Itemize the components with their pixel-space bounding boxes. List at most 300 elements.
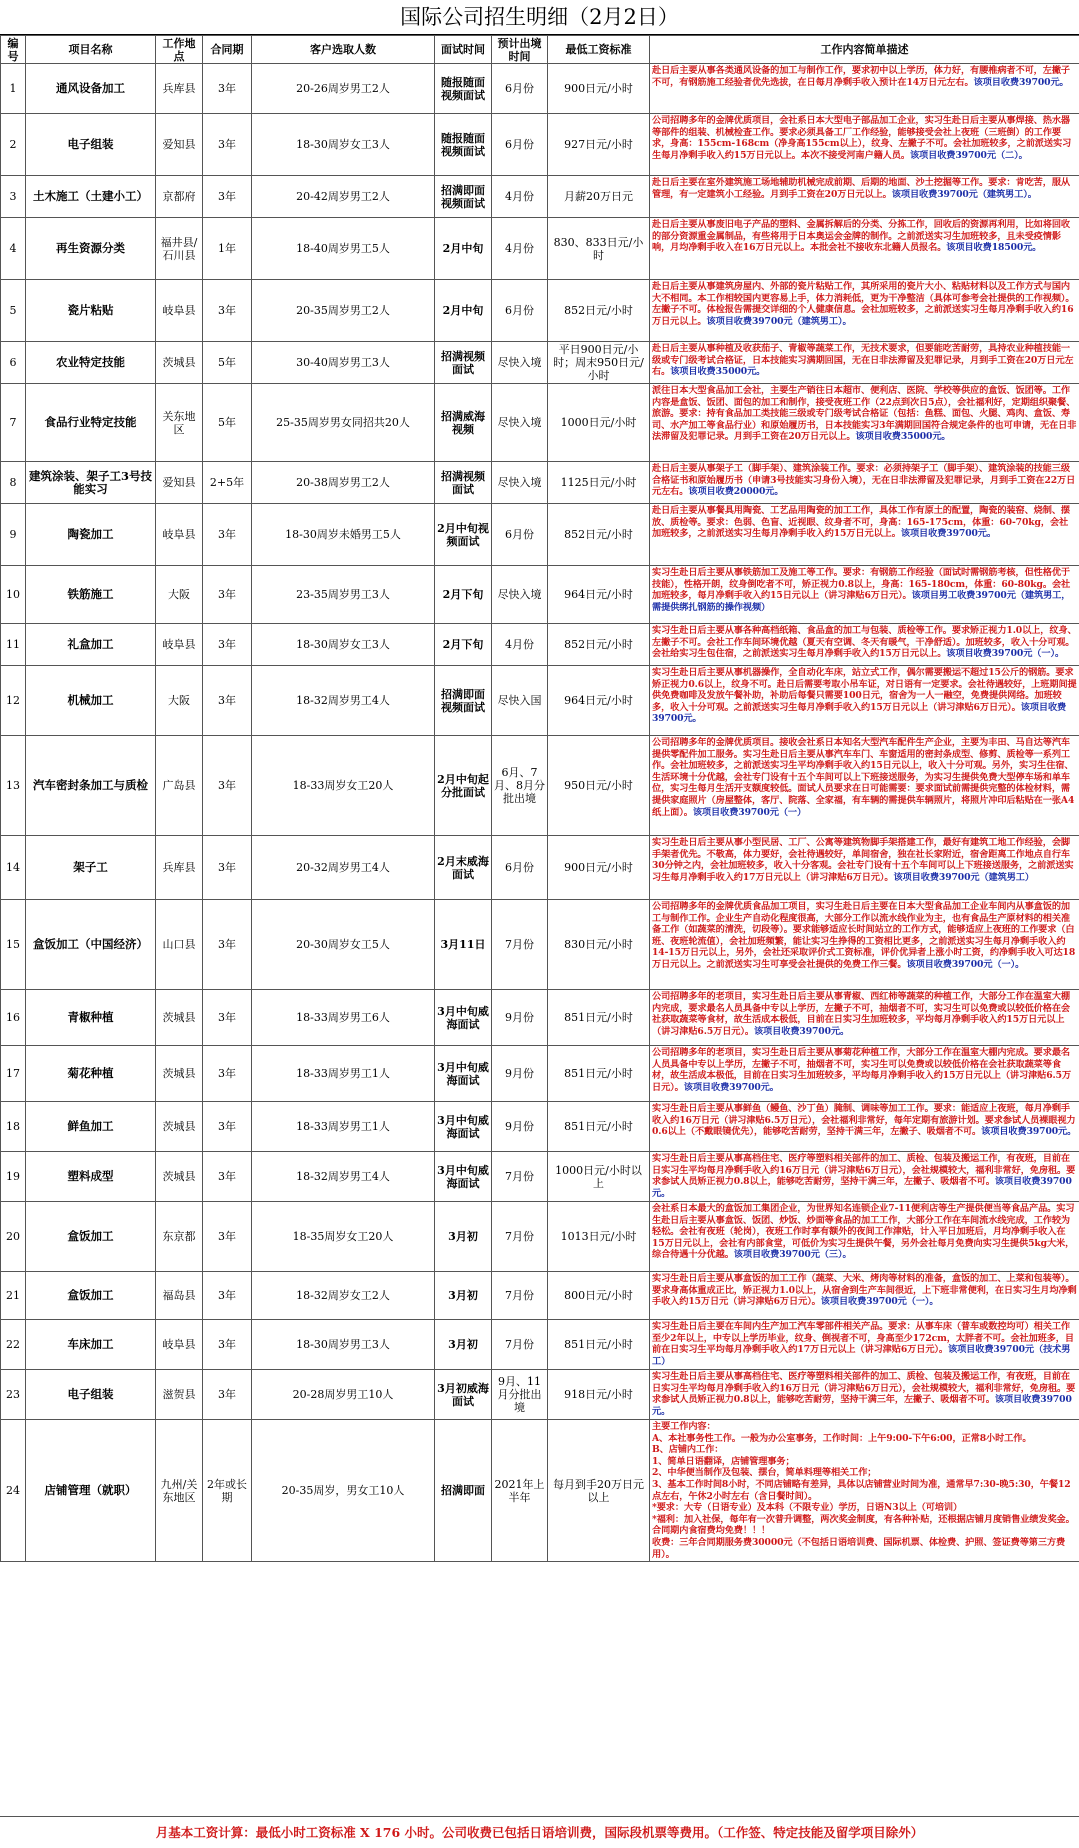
interview-time: 随报随面视频面试 [435, 114, 492, 176]
row-number: 1 [1, 64, 26, 114]
table-row [1, 342, 1079, 384]
project-name: 电子组装 [26, 114, 156, 176]
header-location: 工作地点 [156, 36, 203, 64]
contract-term: 5年 [203, 342, 252, 384]
interview-time: 3月初威海面试 [435, 1370, 492, 1420]
departure-time: 9月份 [492, 990, 548, 1046]
departure-time: 7月份 [492, 1202, 548, 1272]
work-location: 关东地区 [156, 384, 203, 462]
work-location: 滋贺县 [156, 1370, 203, 1420]
contract-term: 3年 [203, 176, 252, 218]
job-description [650, 1046, 1079, 1102]
selection-count: 20-38周岁男工2人 [252, 462, 435, 504]
work-location: 兵库县 [156, 836, 203, 900]
interview-time: 2月末威海面试 [435, 836, 492, 900]
departure-time: 6月、7月、8月分批出境 [492, 736, 548, 836]
header-interview: 面试时间 [435, 36, 492, 64]
job-description [650, 624, 1079, 666]
description-text: 实习生赴日后主要从事高档住宅、医疗等塑料相关部件的加工、质检、包装及搬运工作，有夜班，目前在日实习生平均每月净剩手收入约16万日元（讲习津贴6万日元），会社规模较大，福利非常好，免房租。要求参试人员矫正视力0.8以上，能够吃苦耐劳，坚持干满三年，左撇子、吸烟者不可。 [652, 1153, 1075, 1187]
work-location: 福岛县 [156, 1272, 203, 1320]
table-row [1, 218, 1079, 280]
interview-time: 2月中旬起分批面试 [435, 736, 492, 836]
interview-time: 2月下旬 [435, 566, 492, 624]
minimum-wage: 950日元/小时 [548, 736, 650, 836]
departure-time: 尽快入境 [492, 566, 548, 624]
project-name: 通风设备加工 [26, 64, 156, 114]
departure-time: 4月份 [492, 624, 548, 666]
departure-time: 尽快入境 [492, 342, 548, 384]
work-location: 福井县/石川县 [156, 218, 203, 280]
selection-count: 18-40周岁男工5人 [252, 218, 435, 280]
description-text: 赴日后主要在室外建筑施工场地辅助机械完成前期、后期的地面、沙土挖掘等工作。要求：肯吃苦，服从管理，有一定建筑小工经验。月到手工资在20万日元以上。 [652, 177, 1070, 200]
project-fee: 该项目收费39700元。 [981, 1126, 1076, 1137]
project-name: 建筑涂装、架子工3号技能实习 [26, 462, 156, 504]
minimum-wage: 每月到手20万日元以上 [548, 1420, 650, 1562]
row-number: 22 [1, 1320, 26, 1370]
departure-time: 7月份 [492, 1320, 548, 1370]
table-row [1, 736, 1079, 836]
contract-term: 3年 [203, 114, 252, 176]
row-number: 16 [1, 990, 26, 1046]
table-row [1, 114, 1079, 176]
description-text: 赴日后主要从事废旧电子产品的塑料、金属拆解后的分类、分拣工作，回收后的资源再利用，比如将回收的部分资源重金属制品，有些将用于日本奥运会金牌的制作。之前派送实习生加班较多，且未受疫情影响，月均净剩手收入在16万日元以上。本批会社不接收东北籍人员报名。 [652, 219, 1070, 253]
selection-count: 18-33周岁男工1人 [252, 1102, 435, 1152]
minimum-wage: 852日元/小时 [548, 624, 650, 666]
description-text: 公司招聘多年的金牌优质项目。接收会社系日本知名大型汽车配件生产企业，主要为丰田、马自达等汽车提供零配件加工服务。实习生赴日后主要从事汽车车门、车窗适用的密封条成型、修剪、质检等一系列工作。会社加班较多，之前派送实习生平均净剩手收入约15日元以上，收入十分可观。另外，实习生住宿、生活环境十分优越，会社专门设有十五个车间可以上下班接送服务，为实习生提供免费大型停车场和单车位，实习生每月生活开支额度较低。面试人员要求在日可能需要：要求面试前需提供完整的体检材料，需提供家庭照片（房屋整体，客厅、院落、全家福，有车辆的需提供车辆照片，将照片冲印后粘贴在一张A4纸上面）。 [652, 737, 1074, 818]
project-name: 铁筋施工 [26, 566, 156, 624]
row-number: 17 [1, 1046, 26, 1102]
project-name: 机械加工 [26, 666, 156, 736]
contract-term: 3年 [203, 624, 252, 666]
minimum-wage: 1013日元/小时 [548, 1202, 650, 1272]
project-fee: 该项目男工收费39700元（建筑男工，需提供绑扎钢筋的操作视频） [652, 590, 1070, 613]
row-number: 19 [1, 1152, 26, 1202]
interview-time: 招满视频面试 [435, 342, 492, 384]
footer-note: 月基本工资计算：最低小时工资标准 X 176 小时。公司收费已包括日语培训费，国际段机票等费用。（工作签、特定技能及留学项目除外） [0, 1816, 1079, 1848]
contract-term: 3年 [203, 566, 252, 624]
header-people: 客户选取人数 [252, 36, 435, 64]
table-row [1, 280, 1079, 342]
minimum-wage: 851日元/小时 [548, 990, 650, 1046]
selection-count: 18-30周岁未婚男工5人 [252, 504, 435, 566]
row-number: 6 [1, 342, 26, 384]
project-fee: 该项目收费20000元。 [688, 486, 783, 497]
project-name: 盒饭加工 [26, 1202, 156, 1272]
interview-time: 招满视频面试 [435, 462, 492, 504]
selection-count: 20-26周岁男工2人 [252, 64, 435, 114]
interview-time: 3月初 [435, 1202, 492, 1272]
project-fee: 该项目收费39700元（建筑男工）。 [892, 189, 1037, 200]
interview-time: 2月下旬 [435, 624, 492, 666]
project-fee: 该项目收费39700元（一）。 [946, 648, 1064, 659]
departure-time: 9月份 [492, 1046, 548, 1102]
interview-time: 3月中旬威海面试 [435, 1046, 492, 1102]
table-row [1, 1046, 1079, 1102]
minimum-wage: 851日元/小时 [548, 1046, 650, 1102]
selection-count: 18-30周岁男工3人 [252, 1320, 435, 1370]
project-fee: 该项目收费39700元（二）。 [910, 150, 1028, 161]
page-title: 国际公司招生明细（2月2日） [0, 0, 1079, 35]
project-name: 陶瓷加工 [26, 504, 156, 566]
minimum-wage: 900日元/小时 [548, 836, 650, 900]
project-name: 青椒种植 [26, 990, 156, 1046]
job-description [650, 1370, 1079, 1420]
description-text: 赴日后主要从事建筑房屋内、外部的瓷片粘贴工作，其所采用的瓷片大小、粘贴材料以及工作方式与国内大不相同。本工作相较国内更容易上手，体力消耗低，更为干净整洁（具体可参考会社提供的工作视频）。左撇子不可。体检报告需提交详细的个人健康信息。会社加班较多，之前派送实习生每月净剩手收入约16万日元以上。 [652, 281, 1075, 327]
departure-time: 4月份 [492, 176, 548, 218]
job-description [650, 114, 1079, 176]
contract-term: 3年 [203, 1102, 252, 1152]
work-location: 岐阜县 [156, 280, 203, 342]
departure-time: 2021年上半年 [492, 1420, 548, 1562]
project-name: 架子工 [26, 836, 156, 900]
project-fee: 该项目收费39700元。 [652, 1394, 1072, 1417]
work-location: 茨城县 [156, 990, 203, 1046]
project-fee: 该项目收费18500元。 [946, 242, 1041, 253]
project-name: 盒饭加工（中国经济） [26, 900, 156, 990]
description-text: 公司招聘多年的老项目，实习生赴日后主要从事青椒、西红柿等蔬菜的种植工作，大部分工作在温室大棚内完成，要求最名人员具备中专以上学历，左撇子不可，抽烟者不可，实习生可以免费或以较低价格在会社获取蔬菜等食材，故生活成本极低，目前在日实习生加班较多，平均每月净剩手收入约15万日元以上（讲习津贴6.5万日元）。 [652, 991, 1070, 1037]
job-description [650, 900, 1079, 990]
job-description [650, 990, 1079, 1046]
selection-count: 18-32周岁女工2人 [252, 1272, 435, 1320]
table-header-row [1, 36, 1079, 64]
selection-count: 18-30周岁女工3人 [252, 114, 435, 176]
work-location: 茨城县 [156, 1102, 203, 1152]
table-row [1, 64, 1079, 114]
minimum-wage: 800日元/小时 [548, 1272, 650, 1320]
job-description [650, 504, 1079, 566]
work-location: 京都府 [156, 176, 203, 218]
project-fee: 该项目收费39700元。 [754, 1026, 849, 1037]
description-text: 主要工作内容： A、本社事务性工作。一般为办公室事务，工作时间：上午9:00-下午6:00，正常8小时工作。 B、店铺内工作： 1、简单日语翻译，店铺管理事务； 2、中华便当制作及包装、摆台，简单料理等相关工作； 3、基本工作时间8小时，不同店铺略有差异，具体以店铺营业时间为准，通常早7:30-晚5:30，午餐12点左右，午休2小时左右（含日餐时间）。 *要求：大专（日语专业）及本科（不限专业）学历，日语N3以上（可培训） *福利：加入社保，每年有一次普升调整，两次奖金制度，有各种补贴，还根据店铺月度销售业绩发奖金。合同期内食宿费均免费！！！ 收费：三年合同期服务费30000元（不包括日语培训费、国际机票、体检费、护照、签证费等第三方费用）。 [652, 1421, 1075, 1560]
row-number: 18 [1, 1102, 26, 1152]
row-number: 8 [1, 462, 26, 504]
contract-term: 3年 [203, 836, 252, 900]
project-name: 礼盒加工 [26, 624, 156, 666]
contract-term: 1年 [203, 218, 252, 280]
row-number: 9 [1, 504, 26, 566]
selection-count: 18-32周岁男工4人 [252, 1152, 435, 1202]
work-location: 大阪 [156, 566, 203, 624]
interview-time: 2月中旬 [435, 280, 492, 342]
description-text: 公司招聘多年的金牌优质项目，会社系日本大型电子部品加工企业，实习生赴日后主要从事焊接、热水器等部件的组装、机械检查工作。要求必须具备工厂工作经验，能够接受会社上夜班（三班倒）的工作要求，身高：155cm-168cm（净身高155cm以上），纹身、左撇子不可。会社加班较多，之前派送实习生每月净剩手收入约15万日元以上。本次不接受河南户籍人员。 [652, 115, 1071, 161]
row-number: 3 [1, 176, 26, 218]
header-desc: 工作内容简单描述 [650, 36, 1079, 64]
departure-time: 尽快入境 [492, 462, 548, 504]
contract-term: 3年 [203, 736, 252, 836]
minimum-wage: 927日元/小时 [548, 114, 650, 176]
departure-time: 9月份 [492, 1102, 548, 1152]
departure-time: 7月份 [492, 1272, 548, 1320]
departure-time: 6月份 [492, 114, 548, 176]
work-location: 爱知县 [156, 114, 203, 176]
interview-time: 3月初 [435, 1272, 492, 1320]
selection-count: 20-35周岁，男女工10人 [252, 1420, 435, 1562]
header-wage: 最低工资标准 [548, 36, 650, 64]
description-text: 会社系日本最大的盒饭加工集团企业，为世界知名连锁企业7-11便利店等生产提供便当等食品产品。实习生赴日后主要从事盒饭、饭团、炒饭、炒面等食品的加工工作，大部分工作在车间流水线完成，工作较为轻松。会社有夜班（轮岗），夜班工作时享有额外的夜间工作津贴，计入平日加班后，月均净剩手收入在15万日元以上，会社有内部食堂，可低价为实习生提供午餐，另外会社每月免费向实习生提供5kg大米，综合待遇十分优越。 [652, 1203, 1074, 1260]
project-name: 汽车密封条加工与质检 [26, 736, 156, 836]
table-row [1, 666, 1079, 736]
departure-time: 尽快入国 [492, 666, 548, 736]
contract-term: 2+5年 [203, 462, 252, 504]
job-description [650, 666, 1079, 736]
row-number: 24 [1, 1420, 26, 1562]
table-row [1, 384, 1079, 462]
contract-term: 3年 [203, 504, 252, 566]
job-description [650, 462, 1079, 504]
project-fee: 该项目收费39700元（一） [693, 807, 806, 818]
project-name: 塑料成型 [26, 1152, 156, 1202]
description-text: 赴日后主要从事餐具用陶瓷、工艺品用陶瓷的加工工作，具体工作有原土的配置，陶瓷的装窑、烧制、摆放、质检等。要求：色弱、色盲、近视眼、纹身者不可，身高：165-175cm，体重：60-70kg，会社加班较多，之前派送实习生每月净剩手收入约15万日元以上。 [652, 505, 1070, 539]
selection-count: 20-42周岁男工2人 [252, 176, 435, 218]
description-text: 赴日后主要从事架子工（脚手架）、建筑涂装工作。要求：必须持架子工（脚手架）、建筑涂装的技能三级合格证书和原始履历书（申请3号技能实习身份入境），无在日非法滞留及犯罪记录，月到手工资在22万日元左右。 [652, 463, 1075, 497]
project-fee: 该项目收费39700元。 [684, 1082, 779, 1093]
minimum-wage: 852日元/小时 [548, 280, 650, 342]
contract-term: 3年 [203, 1272, 252, 1320]
row-number: 12 [1, 666, 26, 736]
row-number: 23 [1, 1370, 26, 1420]
project-fee: 该项目收费39700元。 [901, 528, 996, 539]
minimum-wage: 1000日元/小时以上 [548, 1152, 650, 1202]
minimum-wage: 851日元/小时 [548, 1102, 650, 1152]
minimum-wage: 830日元/小时 [548, 900, 650, 990]
contract-term: 2年或长期 [203, 1420, 252, 1562]
project-name: 农业特定技能 [26, 342, 156, 384]
departure-time: 7月份 [492, 900, 548, 990]
departure-time: 9月、11月分批出境 [492, 1370, 548, 1420]
work-location: 爱知县 [156, 462, 203, 504]
work-location: 岐阜县 [156, 1320, 203, 1370]
row-number: 10 [1, 566, 26, 624]
row-number: 20 [1, 1202, 26, 1272]
description-text: 赴日后主要从事各类通风设备的加工与制作工作，要求初中以上学历，体力好，有腰椎病者不可，左撇子不可，有钢筋施工经验者优先选拔，在日每月净剩手收入预计在14万日元左右。 [652, 65, 1070, 88]
table-row [1, 566, 1079, 624]
interview-time: 招满即面视频面试 [435, 176, 492, 218]
project-fee: 该项目收费39700元。 [974, 77, 1069, 88]
row-number: 14 [1, 836, 26, 900]
work-location: 茨城县 [156, 342, 203, 384]
minimum-wage: 平日900日元/小时；周末950日元/小时 [548, 342, 650, 384]
work-location: 岐阜县 [156, 624, 203, 666]
job-description [650, 736, 1079, 836]
contract-term: 3年 [203, 990, 252, 1046]
project-name: 鲜鱼加工 [26, 1102, 156, 1152]
selection-count: 18-33周岁男工1人 [252, 1046, 435, 1102]
job-description [650, 342, 1079, 384]
departure-time: 6月份 [492, 836, 548, 900]
table-row [1, 836, 1079, 900]
work-location: 兵库县 [156, 64, 203, 114]
row-number: 13 [1, 736, 26, 836]
contract-term: 3年 [203, 64, 252, 114]
table-row [1, 176, 1079, 218]
description-text: 实习生赴日后主要从事鲜鱼（鳗鱼、沙丁鱼）腌制、调味等加工工作。要求：能适应上夜班，每月净剩手收入约16万日元（讲习津贴6.5万日元），会社福利非常好，每年定期有旅游计划。要求参试人员裸眼视力0.6以上（不戴眼镜优先），能够吃苦耐劳，坚持干满三年，左撇子、吸烟者不可。 [652, 1103, 1076, 1137]
work-location: 广岛县 [156, 736, 203, 836]
project-fee: 该项目收费39700元（三）。 [734, 1249, 852, 1260]
work-location: 茨城县 [156, 1152, 203, 1202]
project-name: 菊花种植 [26, 1046, 156, 1102]
selection-count: 18-32周岁男工4人 [252, 666, 435, 736]
selection-count: 20-28周岁男工10人 [252, 1370, 435, 1420]
contract-term: 5年 [203, 384, 252, 462]
selection-count: 25-35周岁男女同招共20人 [252, 384, 435, 462]
table-row [1, 1272, 1079, 1320]
header-term: 合同期 [203, 36, 252, 64]
minimum-wage: 1000日元/小时 [548, 384, 650, 462]
row-number: 15 [1, 900, 26, 990]
table-row [1, 1420, 1079, 1562]
departure-time: 6月份 [492, 504, 548, 566]
description-text: 派往日本大型食品加工会社，主要生产销往日本超市、便利店、医院、学校等供应的盒饭、饭团等。工作内容是盒饭、饭团、面包的加工和制作，接受夜班工作（22点到次日5点），会社福利好，定期组织聚餐、旅游。要求：持有食品加工类技能三级或专门级考试合格证（包括：鱼糕、面包、火腿、鸡肉、盒饭、寿司、水产加工等食品行业）和原始履历书，日本技能实习3年满期回国符合规定条件的也可申请，无在日非法滞留及犯罪记录。月到手工资在20万日元以上。 [652, 385, 1076, 442]
header-name: 项目名称 [26, 36, 156, 64]
departure-time: 6月份 [492, 64, 548, 114]
minimum-wage: 964日元/小时 [548, 566, 650, 624]
contract-term: 3年 [203, 900, 252, 990]
project-fee: 该项目收费39700元（建筑男工） [893, 872, 1034, 883]
selection-count: 18-30周岁女工3人 [252, 624, 435, 666]
work-location: 茨城县 [156, 1046, 203, 1102]
table-row [1, 900, 1079, 990]
departure-time: 4月份 [492, 218, 548, 280]
interview-time: 3月11日 [435, 900, 492, 990]
contract-term: 3年 [203, 280, 252, 342]
selection-count: 18-35周岁女工20人 [252, 1202, 435, 1272]
interview-time: 3月中旬威海面试 [435, 990, 492, 1046]
job-description [650, 280, 1079, 342]
header-departure: 预计出境时间 [492, 36, 548, 64]
recruitment-table [0, 35, 1079, 1562]
job-description [650, 176, 1079, 218]
description-text: 实习生赴日后主要从事小型民居、工厂、公寓等建筑物脚手架搭建工作，最好有建筑工地工作经验，会脚手架者优先。不敬高，体力要好，会社待遇较好，单间宿舍，独在社长家附近，宿舍距离工作地点自行车30分钟之内，会社加班较多，收入十分客观。会社专门设有十五个车间可以上下班接送服务，之前派送实习生每月净剩手收入约17万日元以上（讲习津贴6万日元）。 [652, 837, 1074, 883]
selection-count: 30-40周岁男工3人 [252, 342, 435, 384]
job-description [650, 1152, 1079, 1202]
interview-time: 招满威海视频 [435, 384, 492, 462]
job-description [650, 218, 1079, 280]
row-number: 2 [1, 114, 26, 176]
description-text: 公司招聘多年的金牌优质食品加工项目，实习生赴日后主要在日本大型食品加工企业车间内从事盒饭的加工与制作工作。企业生产自动化程度很高，大部分工作以流水线作业为主，也有食品生产原材料的相关准备工作（如蔬菜的清洗，切段等）。要求能够适应长时间站立的工作方式，能够适应上夜班的工作要求（白班、夜班轮流值），会社加班频繁，能让实习生挣得的工资相比更多，之前派送实习生每月净剩手收入约14-15万日元以上，另外，会社还采取评价式工资标准，评价优异者上涨小时工资，约净剩手收入可达18万日元以上。之前派送实习生可享受会社提供的免费工作三餐。 [652, 901, 1075, 970]
project-name: 店铺管理（就职） [26, 1420, 156, 1562]
minimum-wage: 月薪20万日元 [548, 176, 650, 218]
contract-term: 3年 [203, 666, 252, 736]
contract-term: 3年 [203, 1320, 252, 1370]
minimum-wage: 852日元/小时 [548, 504, 650, 566]
table-row [1, 624, 1079, 666]
job-description [650, 64, 1079, 114]
interview-time: 2月中旬 [435, 218, 492, 280]
row-number: 4 [1, 218, 26, 280]
minimum-wage: 851日元/小时 [548, 1320, 650, 1370]
table-row [1, 1370, 1079, 1420]
project-name: 盒饭加工 [26, 1272, 156, 1320]
work-location: 山口县 [156, 900, 203, 990]
row-number: 11 [1, 624, 26, 666]
header-no: 编号 [1, 36, 26, 64]
description-text: 实习生赴日后主要从事各种高档纸箱、食品盒的加工与包装、质检等工作。要求矫正视力1.0以上，纹身、左撇子不可。会社工作车间环境优越（夏天有空调、冬天有暖气，干净舒适）。加班较多，收入十分可观。会社给实习生包住宿，之前派送实习生每月净剩手收入约15万日元以上。 [652, 625, 1077, 659]
project-fee: 该项目收费39700元。 [652, 702, 1066, 725]
description-text: 实习生赴日后主要在车间内生产加工汽车零部件相关产品。要求：从事车床（普车或数控均可）相关工作至少2年以上，中专以上学历毕业，纹身、倒视者不可，身高至少172cm，太胖者不可。会社加班多，目前在日实习生平均每月净剩手收入约17万日元以上（讲习津贴6万日元）。 [652, 1321, 1074, 1355]
selection-count: 18-33周岁男工6人 [252, 990, 435, 1046]
interview-time: 2月中旬视频面试 [435, 504, 492, 566]
row-number: 21 [1, 1272, 26, 1320]
description-text: 赴日后主要从事种植及收获茄子、青椒等蔬菜工作，无技术要求，但要能吃苦耐劳，具持农业种植技能一级或专门级考试合格证，日本技能实习满期回国，无在日非法滞留及犯罪记录，月到手工资在20万日元左右。 [652, 343, 1074, 377]
contract-term: 3年 [203, 1202, 252, 1272]
project-name: 瓷片粘贴 [26, 280, 156, 342]
work-location: 东京都 [156, 1202, 203, 1272]
minimum-wage: 918日元/小时 [548, 1370, 650, 1420]
job-description [650, 1272, 1079, 1320]
description-text: 公司招聘多年的老项目，实习生赴日后主要从事菊花种植工作，大部分工作在温室大棚内完成。要求最名人员具备中专以上学历，左撇子不可，抽烟者不可，实习生可以免费或以较低价格在会社获取蔬菜等食材，故生活成本极低，目前在日实习生加班较多，平均每月净剩手收入约15万日元以上（讲习津贴6.5万日元）。 [652, 1047, 1071, 1093]
table-row [1, 1202, 1079, 1272]
selection-count: 20-35周岁男工2人 [252, 280, 435, 342]
description-text: 实习生赴日后主要从事铁筋加工及施工等工作。要求：有钢筋工作经验（面试时需钢筋考核，但性格优于技能），性格开朗，纹身倒吃者不可，矫正视力0.8以上，身高：165-180cm，体重：60-80kg。会社加班较多，每月净剩手收入约15日元以上（讲习津贴6万日元）。 [652, 567, 1070, 601]
project-fee: 该项目收费39700元。 [652, 1176, 1072, 1199]
job-description [650, 1320, 1079, 1370]
project-name: 电子组装 [26, 1370, 156, 1420]
table-row [1, 1320, 1079, 1370]
job-description [650, 384, 1079, 462]
selection-count: 23-35周岁男工3人 [252, 566, 435, 624]
departure-time: 6月份 [492, 280, 548, 342]
table-row [1, 990, 1079, 1046]
minimum-wage: 830、833日元/小时 [548, 218, 650, 280]
minimum-wage: 964日元/小时 [548, 666, 650, 736]
project-name: 再生资源分类 [26, 218, 156, 280]
job-description [650, 1102, 1079, 1152]
interview-time: 招满即面视频面试 [435, 666, 492, 736]
project-name: 食品行业特定技能 [26, 384, 156, 462]
work-location: 大阪 [156, 666, 203, 736]
interview-time: 招满即面 [435, 1420, 492, 1562]
contract-term: 3年 [203, 1370, 252, 1420]
project-fee: 该项目收费39700元（技术男工） [652, 1344, 1070, 1367]
departure-time: 尽快入境 [492, 384, 548, 462]
description-text: 实习生赴日后主要从事盒饭的加工工作（蔬菜、大米、烤肉等材料的准备，盒饭的加工、上菜和包装等）。要求身高体重成正比，矫正视力1.0以上，从宿舍到生产车间很近，上下班非常便利，在日实习生月均净剩手收入约15万日元（讲习津贴6万日元）。 [652, 1273, 1077, 1307]
interview-time: 随报随面视频面试 [435, 64, 492, 114]
interview-time: 3月中旬威海面试 [435, 1102, 492, 1152]
contract-term: 3年 [203, 1046, 252, 1102]
selection-count: 20-30周岁女工5人 [252, 900, 435, 990]
project-fee: 该项目收费39700元（一）。 [821, 1296, 939, 1307]
table-row [1, 1102, 1079, 1152]
job-description [650, 566, 1079, 624]
selection-count: 20-32周岁男工4人 [252, 836, 435, 900]
table-row [1, 462, 1079, 504]
description-text: 实习生赴日后主要从事高档住宅、医疗等塑料相关部件的加工、质检、包装及搬运工作，有夜班，目前在日实习生平均每月净剩手收入约16万日元（讲习津贴6万日元），会社规模较大，福利非常好，免房租。要求参试人员矫正视力0.8以上，能够吃苦耐劳，坚持干满三年，左撇子、吸烟者不可。 [652, 1371, 1075, 1405]
table-row [1, 1152, 1079, 1202]
interview-time: 3月中旬威海面试 [435, 1152, 492, 1202]
minimum-wage: 900日元/小时 [548, 64, 650, 114]
job-description [650, 1420, 1079, 1562]
minimum-wage: 1125日元/小时 [548, 462, 650, 504]
work-location: 岐阜县 [156, 504, 203, 566]
departure-time: 7月份 [492, 1152, 548, 1202]
job-description [650, 1202, 1079, 1272]
description-text: 实习生赴日后主要从事机器操作，全自动化车床，站立式工作，偶尔需要搬运不超过15公斤的钢筋。要求矫正视力0.6以上，纹身不可。赴日后需要考取小吊车证，对日语有一定要求。会社待遇较好，上班期间提供免费咖啡及发放午餐补助，补助后每餐只需要100日元，宿舍为一人一融空，免费提供网络。加班较多，收入十分可观。之前派送实习生每月净剩手收入约15万日元以上（讲习津贴6万日元）。 [652, 667, 1077, 713]
work-location: 九州/关东地区 [156, 1420, 203, 1562]
row-number: 7 [1, 384, 26, 462]
row-number: 5 [1, 280, 26, 342]
job-description [650, 836, 1079, 900]
table-row [1, 504, 1079, 566]
project-fee: 该项目收费35000元。 [670, 366, 765, 377]
project-name: 土木施工（土建小工） [26, 176, 156, 218]
contract-term: 3年 [203, 1152, 252, 1202]
interview-time: 3月初 [435, 1320, 492, 1370]
project-fee: 该项目收费39700元（一）。 [906, 959, 1024, 970]
selection-count: 18-33周岁女工20人 [252, 736, 435, 836]
project-fee: 该项目收费39700元（建筑男工）。 [707, 316, 852, 327]
project-fee: 该项目收费35000元。 [855, 431, 950, 442]
project-name: 车床加工 [26, 1320, 156, 1370]
